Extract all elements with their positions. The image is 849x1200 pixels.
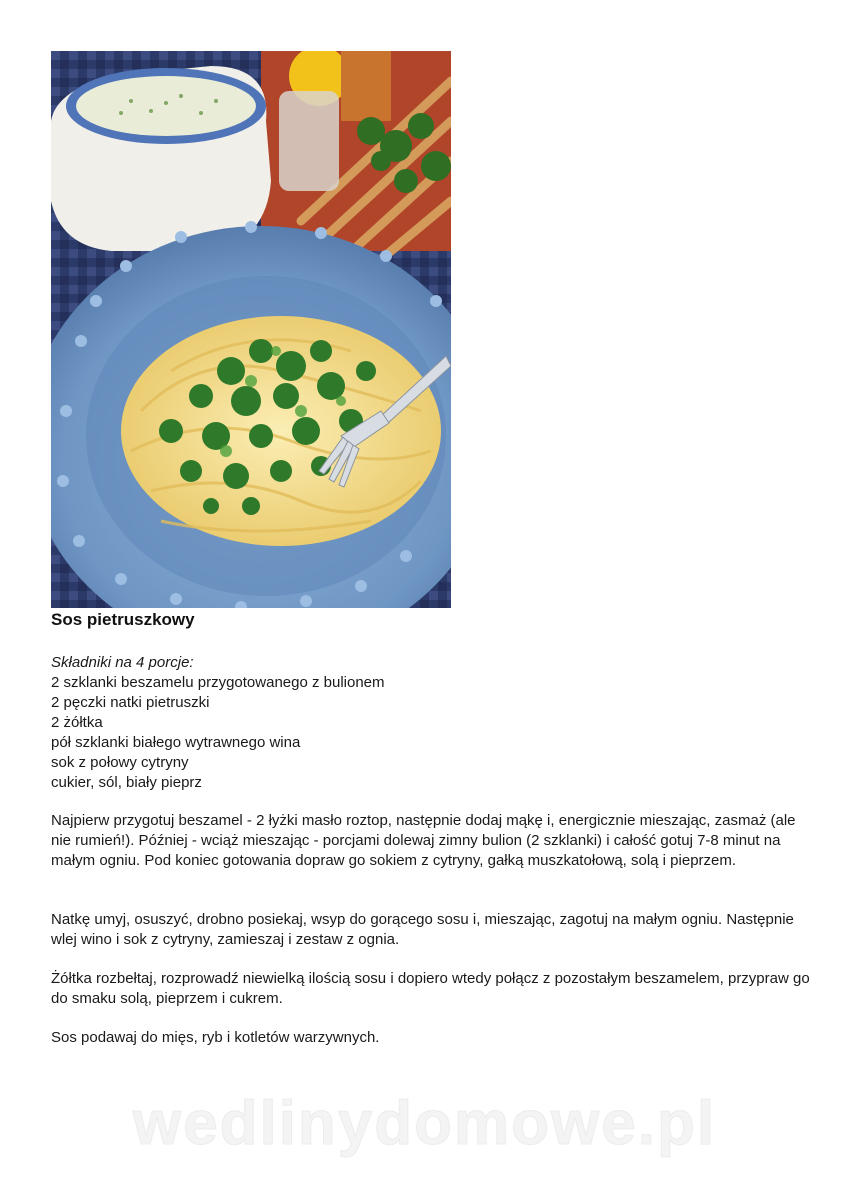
ingredient-item: sok z połowy cytryny (51, 754, 189, 771)
serving-note: Sos podawaj do mięs, ryb i kotletów warzywnych. (51, 1029, 380, 1046)
ingredient-item: pół szklanki białego wytrawnego wina (51, 734, 301, 751)
instruction-step-2: Natkę umyj, osuszyć, drobno posiekaj, wsyp do gorącego sosu i, mieszając, zagotuj na małym ogniu. Następnie wlej wino i sok z cytryny, zamieszaj i zestaw z ognia. (51, 911, 794, 948)
site-watermark: wedlinydomowe.pl (132, 1089, 717, 1158)
ingredient-item: 2 pęczki natki pietruszki (51, 694, 210, 711)
dish-illustration (51, 51, 451, 608)
dish-photo (51, 51, 451, 608)
ingredient-item: cukier, sól, biały pieprz (51, 774, 202, 791)
instruction-step-3: Żółtka rozbełtaj, rozprowadź niewielką ilością sosu i dopiero wtedy połącz z pozostałym beszamelem, przypraw go do smaku solą, pieprzem i cukrem. (51, 970, 810, 1007)
ingredient-item: 2 żółtka (51, 714, 103, 731)
gravy-boat (51, 66, 271, 251)
ingredients-heading: Składniki na 4 porcje: (51, 654, 194, 671)
instruction-step-1: Najpierw przygotuj beszamel - 2 łyżki masło roztop, następnie dodaj mąkę i, energicznie mieszając, zasmaż (ale nie rumień!). Później - wciąż mieszając - porcjami dolewaj zimny bulion (2 szklanki) i całość gotuj 7-8 minut na małym ogniu. Pod koniec gotowania dopraw go sokiem z cytryny, gałką muszkatołową, solą i pieprzem. (51, 812, 796, 869)
ingredients-list (51, 653, 385, 793)
ingredient-item: 2 szklanki beszamelu przygotowanego z bulionem (51, 674, 385, 691)
recipe-title: Sos pietruszkowy (51, 610, 195, 629)
